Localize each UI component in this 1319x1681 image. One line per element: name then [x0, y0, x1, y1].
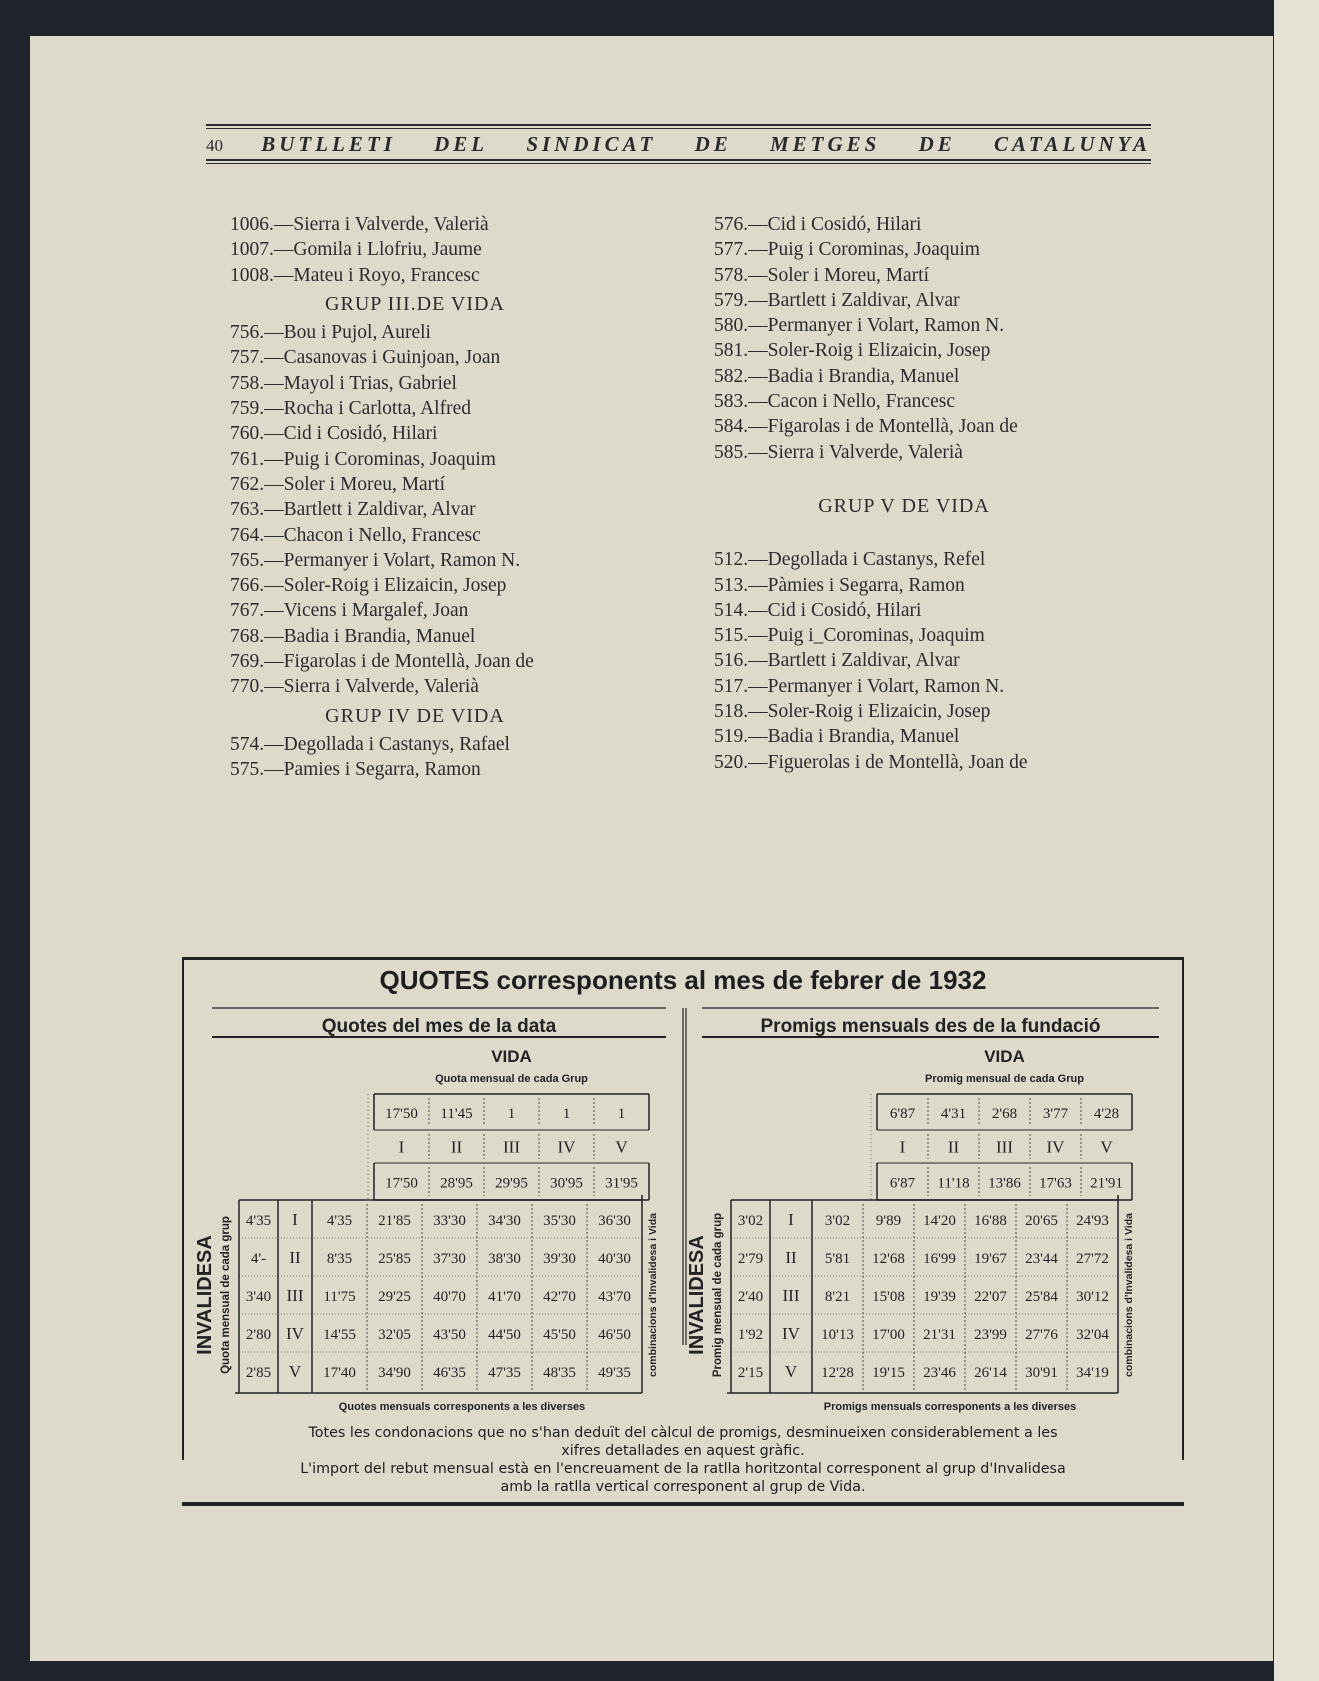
combination-value: 39'30 — [543, 1251, 576, 1267]
note-line-2: xifres detallades en aquest gràfic. — [561, 1443, 805, 1459]
combination-value: 30'91 — [1025, 1365, 1058, 1381]
member-entry: 762.—Soler i Moreu, Martí — [230, 473, 446, 495]
note-line-1: Totes les condonacions que no s'han deduït del càlcul de promigs, desminueixen considerablement a les — [308, 1425, 1058, 1441]
group-label: III — [286, 1286, 304, 1305]
member-entry: 516.—Bartlett i Zaldivar, Alvar — [714, 650, 960, 672]
member-entry: 769.—Figarolas i de Montellà, Joan de — [230, 651, 534, 673]
combination-value: 23'44 — [1025, 1251, 1058, 1267]
vida-value: 4'28 — [1093, 1106, 1120, 1122]
combination-value: 17'00 — [872, 1327, 905, 1343]
panel-subtitle: Quotes del mes de la data — [321, 1016, 557, 1037]
group-label: I — [292, 1210, 298, 1229]
combination-value: 34'19 — [1076, 1365, 1109, 1381]
combination-value: 48'35 — [543, 1365, 576, 1381]
vida-cumulative: 29'95 — [495, 1175, 528, 1192]
vida-cumulative: 11'18 — [937, 1175, 970, 1192]
note-line-4: amb la ratlla vertical corresponent al grup de Vida. — [500, 1479, 866, 1495]
vida-label: VIDA — [984, 1047, 1025, 1066]
member-entry: 518.—Soler-Roig i Elizaicin, Josep — [714, 701, 991, 723]
invalidesa-label: INVALIDESA — [194, 1235, 216, 1355]
combination-value: 12'68 — [872, 1251, 905, 1267]
combination-value: 19'15 — [872, 1365, 905, 1381]
invalidesa-value: 3'02 — [737, 1213, 764, 1229]
combination-value: 35'30 — [543, 1213, 576, 1229]
member-entry: 761.—Puig i Corominas, Joaquim — [230, 448, 496, 470]
member-entry: 584.—Figarolas i de Montellà, Joan de — [714, 416, 1018, 438]
invalidesa-value: 4'- — [250, 1251, 267, 1267]
combination-value: 23'99 — [974, 1327, 1007, 1343]
invalidesa-value: 2'40 — [737, 1289, 764, 1305]
member-entry: 580.—Permanyer i Volart, Ramon N. — [714, 315, 1005, 337]
combination-value: 8'21 — [824, 1289, 851, 1305]
vida-cumulative: 13'86 — [988, 1175, 1021, 1192]
group-heading: GRUP III.DE VIDA — [325, 292, 505, 315]
combination-value: 43'70 — [598, 1289, 631, 1305]
vida-sublabel: Promig mensual de cada Grup — [925, 1073, 1084, 1085]
header-word: DE — [918, 132, 956, 156]
vida-cumulative: 6'87 — [889, 1175, 916, 1192]
combination-value: 26'14 — [974, 1365, 1007, 1381]
invalidesa-value: 2'79 — [737, 1251, 764, 1267]
member-entry: 515.—Puig i_Corominas, Joaquim — [714, 625, 985, 647]
group-label: V — [784, 1362, 798, 1381]
group-label: V — [615, 1137, 628, 1157]
vida-label: VIDA — [491, 1047, 532, 1066]
vida-cumulative: 31'95 — [605, 1175, 638, 1192]
combination-value: 23'46 — [923, 1365, 956, 1381]
group-label: III — [996, 1137, 1013, 1157]
member-entry: 759.—Rocha i Carlotta, Alfred — [230, 398, 471, 420]
combination-value: 24'93 — [1076, 1213, 1109, 1229]
group-label: IV — [286, 1324, 304, 1343]
quotes-table-title: QUOTES corresponents al mes de febrer de 1932 — [379, 965, 987, 995]
invalidesa-value: 3'40 — [245, 1289, 272, 1305]
panel-footer: Promigs mensuals corresponents a les diverses — [823, 1401, 1077, 1413]
vida-value: 1 — [617, 1106, 626, 1122]
combination-value: 45'50 — [543, 1327, 576, 1343]
combination-value: 16'99 — [923, 1251, 956, 1267]
member-entry: 512.—Degollada i Castanys, Refel — [714, 549, 986, 571]
combination-value: 44'50 — [488, 1327, 521, 1343]
group-label: IV — [1046, 1137, 1065, 1157]
group-label: I — [788, 1210, 794, 1229]
invalidesa-sublabel: Promig mensual de cada grup — [712, 1212, 724, 1378]
vida-value: 17'50 — [385, 1106, 418, 1122]
group-label: I — [398, 1137, 405, 1157]
combination-value: 32'05 — [378, 1327, 411, 1343]
header-rule-bottom — [206, 159, 1151, 161]
header-rule-top — [206, 124, 1151, 126]
group-label: II — [289, 1248, 301, 1267]
header-word: DEL — [434, 132, 489, 156]
combination-value: 34'30 — [488, 1213, 521, 1229]
member-list-left — [230, 212, 600, 783]
combination-value: 43'50 — [433, 1327, 466, 1343]
member-entry: 757.—Casanovas i Guinjoan, Joan — [230, 347, 501, 369]
member-entry: 758.—Mayol i Trias, Gabriel — [230, 372, 457, 394]
invalidesa-value: 2'80 — [245, 1327, 272, 1343]
member-entry: 756.—Bou i Pujol, Aureli — [230, 322, 431, 344]
group-label: IV — [782, 1324, 800, 1343]
combination-value: 46'35 — [433, 1365, 466, 1381]
member-entry: 519.—Badia i Brandia, Manuel — [714, 726, 960, 748]
invalidesa-value: 2'85 — [245, 1365, 272, 1381]
group-label: V — [288, 1362, 302, 1381]
table-bottom-rule — [182, 1502, 1184, 1506]
member-entry: 514.—Cid i Cosidó, Hilari — [714, 599, 922, 621]
combination-value: 32'04 — [1076, 1327, 1109, 1343]
member-entry: 770.—Sierra i Valverde, Valerià — [230, 676, 479, 698]
combination-value: 11'75 — [323, 1289, 356, 1305]
vida-value: 2'68 — [991, 1106, 1018, 1122]
member-entry: 582.—Badia i Brandia, Manuel — [714, 365, 960, 387]
combination-value: 5'81 — [824, 1251, 851, 1267]
member-entry: 574.—Degollada i Castanys, Rafael — [230, 733, 510, 755]
combination-value: 42'70 — [543, 1289, 576, 1305]
combination-value: 16'88 — [974, 1213, 1007, 1229]
combination-value: 27'76 — [1025, 1327, 1058, 1343]
combination-value: 9'89 — [875, 1213, 902, 1229]
member-entry: 764.—Chacon i Nello, Francesc — [230, 524, 481, 546]
combination-value: 14'55 — [323, 1327, 356, 1343]
vida-cumulative: 21'91 — [1090, 1175, 1123, 1192]
member-entry: 581.—Soler-Roig i Elizaicin, Josep — [714, 340, 991, 362]
running-header — [206, 124, 1151, 164]
combination-value: 14'20 — [923, 1213, 956, 1229]
combination-value: 3'02 — [824, 1213, 851, 1229]
invalidesa-value: 1'92 — [737, 1327, 764, 1343]
group-label: II — [947, 1137, 960, 1157]
spacer — [714, 465, 1094, 490]
combination-value: 30'12 — [1076, 1289, 1109, 1305]
combination-value: 25'85 — [378, 1251, 411, 1267]
vida-cumulative: 17'50 — [385, 1175, 418, 1192]
combination-value: 49'35 — [598, 1365, 631, 1381]
combination-value: 40'30 — [598, 1251, 631, 1267]
member-entry: 1008.—Mateu i Royo, Francesc — [230, 264, 480, 286]
combination-value: 47'35 — [488, 1365, 521, 1381]
vida-cumulative: 30'95 — [550, 1175, 583, 1192]
group-heading: GRUP V DE VIDA — [818, 494, 990, 517]
header-word: CATALUNYA — [993, 132, 1151, 156]
combination-value: 8'35 — [326, 1251, 353, 1267]
combination-value: 17'40 — [323, 1365, 356, 1381]
member-entry: 760.—Cid i Cosidó, Hilari — [230, 423, 438, 445]
header-rule-bottom-thin — [206, 163, 1151, 164]
combinations-side-label: combinacions d'Invalidesa i Vida — [647, 1213, 659, 1377]
group-label: IV — [557, 1137, 576, 1157]
member-entry: 768.—Badia i Brandia, Manuel — [230, 625, 476, 647]
member-entry: 517.—Permanyer i Volart, Ramon N. — [714, 675, 1005, 697]
panel-subtitle: Promigs mensuals des de la fundació — [760, 1016, 1101, 1037]
member-entry: 766.—Soler-Roig i Elizaicin, Josep — [230, 575, 507, 597]
combination-value: 37'30 — [433, 1251, 466, 1267]
group-label: II — [785, 1248, 797, 1267]
combination-value: 41'70 — [488, 1289, 521, 1305]
combination-value: 19'67 — [974, 1251, 1007, 1267]
vida-sublabel: Quota mensual de cada Grup — [435, 1073, 588, 1085]
combination-value: 25'84 — [1025, 1289, 1058, 1305]
combination-value: 40'70 — [433, 1289, 466, 1305]
member-entry: 513.—Pàmies i Segarra, Ramon — [714, 574, 965, 596]
group-label: II — [450, 1137, 463, 1157]
combination-value: 36'30 — [598, 1213, 631, 1229]
member-entry: 763.—Bartlett i Zaldivar, Alvar — [230, 499, 476, 521]
combination-value: 27'72 — [1076, 1251, 1109, 1267]
combinations-side-label: combinacions d'Invalidesa i Vida — [1123, 1213, 1135, 1377]
group-label: I — [899, 1137, 906, 1157]
spacer — [714, 522, 1094, 547]
combination-value: 10'13 — [821, 1327, 854, 1343]
combination-value: 33'30 — [433, 1213, 466, 1229]
header-text — [206, 129, 1151, 159]
group-label: III — [782, 1286, 800, 1305]
combination-value: 22'07 — [974, 1289, 1007, 1305]
invalidesa-value: 4'35 — [245, 1213, 272, 1229]
header-word: METGES — [770, 132, 881, 156]
combination-value: 38'30 — [488, 1251, 521, 1267]
header-word: BUTLLETI — [261, 132, 396, 156]
combination-value: 4'35 — [326, 1213, 353, 1229]
combination-value: 21'85 — [378, 1213, 411, 1229]
combination-value: 19'39 — [923, 1289, 956, 1305]
member-entry: 585.—Sierra i Valverde, Valerià — [714, 441, 963, 463]
group-heading: GRUP IV DE VIDA — [325, 704, 505, 727]
member-entry: 1006.—Sierra i Valverde, Valerià — [230, 214, 489, 235]
member-entry: 575.—Pamies i Segarra, Ramon — [230, 759, 481, 781]
member-entry: 1007.—Gomila i Llofriu, Jaume — [230, 239, 482, 261]
group-label: III — [503, 1137, 520, 1157]
header-word: SINDICAT — [526, 132, 657, 156]
combination-value: 20'65 — [1025, 1213, 1058, 1229]
combination-value: 21'31 — [923, 1327, 956, 1343]
member-entry: 576.—Cid i Cosidó, Hilari — [714, 214, 922, 235]
note-line-3: L'import del rebut mensual està en l'encreuament de la ratlla horitzontal corresponent al grup d'Invalidesa — [300, 1461, 1066, 1477]
group-label: V — [1100, 1137, 1113, 1157]
quotes-table-grid — [184, 960, 1182, 1413]
member-entry: 583.—Cacon i Nello, Francesc — [714, 391, 955, 413]
vida-cumulative: 28'95 — [440, 1175, 473, 1192]
vida-cumulative: 17'63 — [1039, 1175, 1072, 1192]
combination-value: 15'08 — [872, 1289, 905, 1305]
member-list-right — [714, 212, 1094, 775]
page-number: 40 — [206, 136, 223, 155]
vida-value: 1 — [562, 1106, 571, 1122]
panel-footer: Quotes mensuals corresponents a les diverses — [338, 1401, 586, 1413]
combination-value: 29'25 — [378, 1289, 411, 1305]
vida-value: 3'77 — [1042, 1106, 1069, 1122]
member-entry: 578.—Soler i Moreu, Martí — [714, 264, 930, 286]
vida-value: 11'45 — [440, 1106, 473, 1122]
invalidesa-label: INVALIDESA — [686, 1235, 708, 1355]
vida-value: 6'87 — [889, 1106, 916, 1122]
quotes-table-box — [182, 957, 1184, 1495]
invalidesa-sublabel: Quota mensual de cada grup — [220, 1216, 232, 1374]
member-entry: 520.—Figuerolas i de Montellà, Joan de — [714, 751, 1028, 773]
combination-value: 46'50 — [598, 1327, 631, 1343]
member-entry: 577.—Puig i Corominas, Joaquim — [714, 239, 980, 261]
adjacent-page-edge — [1274, 0, 1319, 1681]
vida-value: 1 — [507, 1106, 516, 1122]
member-entry: 579.—Bartlett i Zaldivar, Alvar — [714, 289, 960, 311]
member-entry: 767.—Vicens i Margalef, Joan — [230, 600, 469, 622]
invalidesa-value: 2'15 — [737, 1365, 764, 1381]
combination-value: 34'90 — [378, 1365, 411, 1381]
vida-value: 4'31 — [940, 1106, 967, 1122]
combination-value: 12'28 — [821, 1365, 854, 1381]
header-word: DE — [694, 132, 732, 156]
member-entry: 765.—Permanyer i Volart, Ramon N. — [230, 549, 521, 571]
